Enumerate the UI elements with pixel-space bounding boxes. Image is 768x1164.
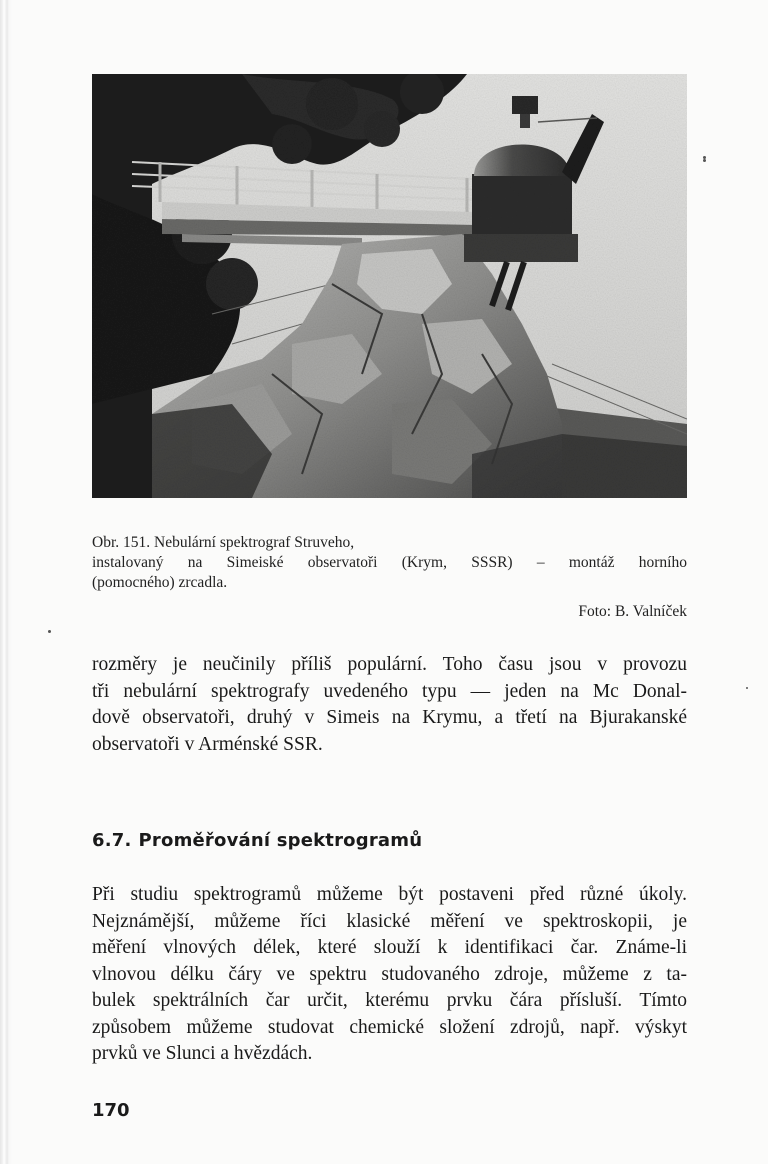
section-number: 6.7. [92, 830, 132, 851]
caption-line: instalovaný na Simeiské observatoři (Krym, SSSR) – montáž horního [92, 554, 687, 571]
section-title: Proměřování spektrogramů [138, 830, 423, 851]
paper-speck [48, 630, 51, 633]
text-line: observatoři v Arménské SSR. [92, 733, 323, 755]
text-line: Při studiu spektrogramů můžeme být postaveni před různé úkoly. [92, 884, 687, 905]
caption-line: (pomocného) zrcadla. [92, 574, 228, 591]
text-line: prvků ve Slunci a hvězdách. [92, 1043, 313, 1064]
text-line: dově observatoři, druhý v Simeis na Krymu, a třetí na Bjurakanské [92, 707, 687, 728]
paper-speck [703, 159, 706, 162]
text-line: způsobem můžeme studovat chemické složení zdrojů, např. výskyt [92, 1016, 687, 1038]
figure-photo [92, 74, 687, 498]
text-line: Nejznámější, můžeme říci klasické měření ve spektroskopii, je [92, 910, 687, 932]
page-number: 170 [92, 1100, 130, 1121]
observatory-photo-illustration [92, 74, 687, 498]
page-binding-edge [0, 0, 12, 1164]
caption-line: Obr. 151. Nebulární spektrograf Struveho, [92, 534, 355, 551]
paragraph-section-intro [92, 882, 687, 1068]
paragraph-continuation [92, 652, 687, 758]
text-line: měření vlnových délek, které slouží k identifikaci čar. Známe-li [92, 937, 687, 958]
paper-speck [746, 687, 748, 689]
text-line: bulek spektrálních čar určit, kterému prvku čára přísluší. Tímto [92, 990, 687, 1011]
figure-caption [92, 533, 687, 622]
text-line: tři nebulární spektrografy uvedeného typu — jeden na Mc Donal- [92, 680, 687, 702]
text-line: vlnovou délku čáry ve spektru studovaného zdroje, můžeme z ta- [92, 963, 687, 985]
text-line: rozměry je neučinily příliš populární. Toho času jsou v provozu [92, 654, 687, 675]
section-heading [92, 830, 422, 851]
photo-credit: Foto: B. Valníček [578, 603, 687, 620]
